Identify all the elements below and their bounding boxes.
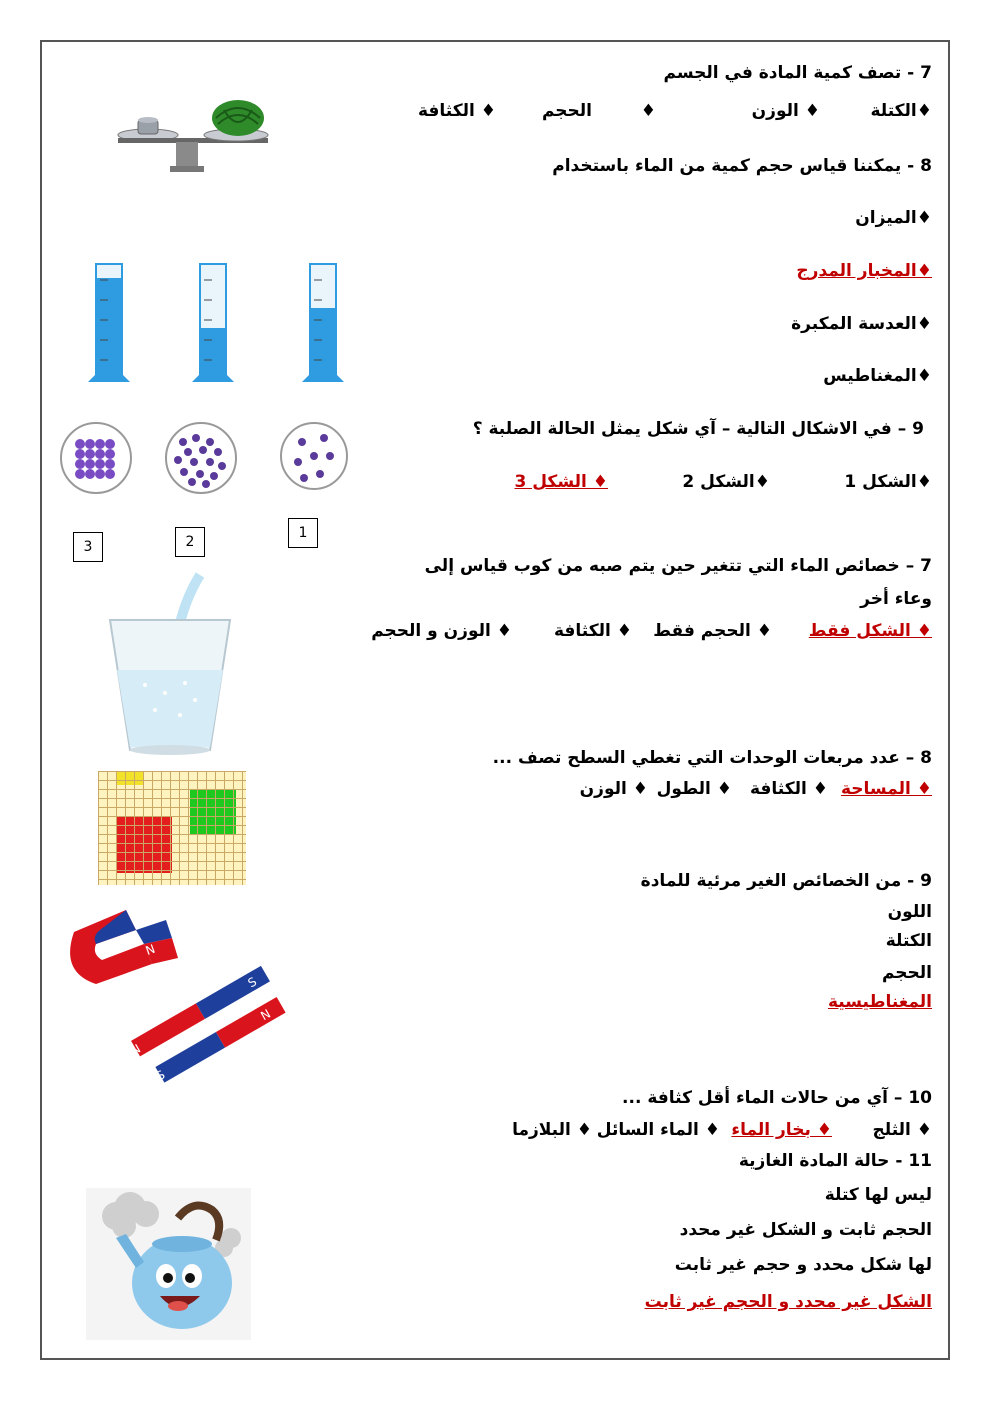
q10-option-plasma: ♦ البلازما — [512, 1120, 592, 1140]
q7b-option-volume: ♦ الحجم فقط — [653, 621, 772, 641]
q8b-option-weight: ♦ الوزن — [579, 779, 648, 799]
q8a-question: 8 - يمكننا قياس حجم كمية من الماء باستخدام — [552, 156, 932, 176]
q8a-option-magnifier: ♦العدسة المكبرة — [791, 314, 932, 334]
q10-options — [412, 1120, 932, 1142]
q7a-question: 7 - تصف كمية المادة في الجسم — [663, 63, 932, 83]
q7a-option-volume: الحجم — [541, 101, 592, 121]
gas-particles-icon — [281, 423, 347, 489]
liquid-particles-icon — [166, 423, 236, 493]
q9a-option-2: ♦الشكل 2 — [682, 472, 770, 492]
q7a-option-weight: ♦ الوزن — [751, 101, 820, 121]
figure-label-2: 2 — [175, 527, 205, 557]
q9b-option-volume: الحجم — [881, 963, 932, 983]
q7b-question-line1: 7 – خصائص الماء التي تتغير حين يتم صبه من كوب قياس إلى — [424, 556, 932, 576]
q7b-option-shape: ♦ الشكل فقط — [808, 621, 932, 641]
svg-text:N: N — [258, 1006, 273, 1024]
q7b-option-density: ♦ الكثافة — [553, 621, 632, 641]
q11-option-fixed-volume: الحجم ثابت و الشكل غير محدد — [679, 1220, 932, 1240]
q10-option-steam: ♦ بخار الماء — [731, 1120, 832, 1140]
q7a-option-density: ♦ الكثافة — [417, 101, 496, 121]
cylinder-2-icon — [192, 264, 234, 382]
q8b-option-length: ♦ الطول — [656, 779, 732, 799]
q8b-option-area: ♦ المساحة — [840, 779, 932, 799]
q8a-option-graduated-cylinder: ♦المخبار المدرج — [796, 261, 932, 281]
svg-text:S: S — [153, 1067, 168, 1084]
q9a-option-1: ♦الشكل 1 — [844, 472, 932, 492]
q7b-options — [372, 621, 932, 643]
q9b-question: 9 - من الخصائص الغير مرئية للمادة — [640, 871, 932, 891]
q11-question: 11 - حالة المادة الغازية — [738, 1151, 932, 1171]
q8a-option-balance: ♦الميزان — [855, 208, 932, 228]
cylinder-3-icon — [302, 264, 344, 382]
q9a-question: 9 – في الاشكال التالية – آي شكل يمثل الحالة الصلبة ؟ — [472, 419, 924, 439]
cylinder-1-icon — [88, 264, 130, 382]
q9b-option-mass: الكتلة — [885, 931, 932, 951]
q8a-option-magnet: ♦المغناطيس — [823, 366, 932, 386]
q8b-question: 8 – عدد مربعات الوحدات التي تغطي السطح تصف ... — [492, 748, 932, 768]
q7b-question-line2: وعاء أخر — [860, 589, 932, 609]
q10-option-liquid-water: ♦ الماء السائل — [596, 1120, 720, 1140]
q7a-option-bullet: ♦ — [640, 101, 656, 121]
q11-option-no-mass: ليس لها كتلة — [824, 1185, 932, 1205]
q7a-option-mass: ♦الكتلة — [870, 101, 932, 121]
q9b-option-color: اللون — [887, 902, 932, 922]
water-glass-image — [105, 575, 265, 760]
magnets-image — [66, 902, 281, 1084]
q7b-option-weight-volume: ♦ الوزن و الحجم — [371, 621, 512, 641]
q8b-option-density: ♦ الكثافة — [749, 779, 828, 799]
svg-text:N: N — [128, 1041, 144, 1059]
balance-scale-image — [108, 98, 288, 178]
kettle-image — [86, 1188, 251, 1340]
q9b-option-magnetism: المغناطيسية — [827, 992, 932, 1012]
q10-question: 10 – آي من حالات الماء أقل كثافة ... — [622, 1088, 932, 1108]
q11-option-no-fixed-shape-volume: الشكل غير محدد و الحجم غير ثابت — [644, 1292, 932, 1312]
particle-diagrams-image — [58, 420, 358, 500]
q10-option-ice: ♦ الثلج — [872, 1120, 932, 1140]
q8b-options — [512, 779, 932, 801]
q9a-options — [512, 472, 932, 494]
q11-option-fixed-shape: لها شكل محدد و حجم غير ثابت — [674, 1255, 932, 1275]
svg-text:N: N — [143, 941, 158, 958]
q9a-option-3: ♦ الشكل 3 — [514, 472, 608, 492]
figure-label-1: 1 — [288, 518, 318, 548]
q7a-options — [392, 101, 932, 123]
graduated-cylinders-image — [84, 260, 354, 385]
unit-squares-grid-image — [98, 771, 246, 885]
solid-particles-icon — [61, 423, 131, 493]
svg-text:S: S — [245, 974, 260, 991]
figure-label-3: 3 — [73, 532, 103, 562]
